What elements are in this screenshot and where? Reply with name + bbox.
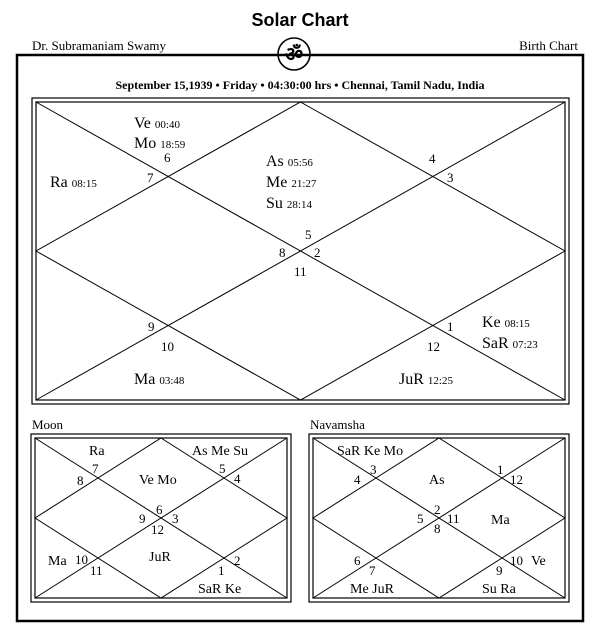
planet-mo: Mo 18:59 (134, 135, 186, 152)
moon-chart-title: Moon (32, 417, 64, 432)
svg-text:ॐ: ॐ (284, 44, 304, 66)
main-house-4: 4 (429, 151, 436, 166)
main-chart (32, 98, 569, 404)
navamsha-chart (309, 434, 569, 602)
moon-planets-left: Ma (48, 554, 67, 569)
nav-house-5: 5 (417, 511, 424, 526)
nav-house-8: 8 (434, 521, 441, 536)
nav-house-12: 12 (510, 472, 523, 487)
main-house-2: 2 (314, 245, 321, 260)
main-house-11: 11 (294, 264, 307, 279)
nav-house-7: 7 (369, 563, 376, 578)
nav-house-1: 1 (497, 462, 504, 477)
planet-as: As 05:56 (266, 153, 313, 170)
nav-planets-right-bottom: Ve (531, 554, 546, 569)
nav-house-11: 11 (447, 511, 460, 526)
moon-house-12: 12 (151, 522, 164, 537)
moon-house-2: 2 (234, 553, 241, 568)
moon-house-9: 9 (139, 511, 146, 526)
main-house-9: 9 (148, 319, 155, 334)
moon-house-5: 5 (219, 461, 226, 476)
moon-planets-bottom-right: SaR Ke (198, 582, 242, 597)
planet-me: Me 21:27 (266, 174, 317, 191)
nav-planets-top-left: SaR Ke Mo (337, 444, 404, 459)
main-house-7: 7 (147, 170, 154, 185)
moon-house-3: 3 (172, 511, 179, 526)
main-house-8: 8 (279, 245, 286, 260)
moon-house-8: 8 (77, 473, 84, 488)
planet-sar: SaR 07:23 (482, 335, 538, 352)
nav-house-3: 3 (370, 462, 377, 477)
nav-house-10: 10 (510, 553, 523, 568)
moon-house-6: 6 (156, 502, 163, 517)
chart-kind-label: Birth Chart (519, 38, 578, 53)
nav-planets-bottom-right: Su Ra (482, 582, 516, 597)
nav-house-6: 6 (354, 553, 361, 568)
planet-ke: Ke 08:15 (482, 314, 530, 331)
nav-planets-center-top: As (429, 473, 445, 488)
main-house-3: 3 (447, 170, 454, 185)
moon-house-4: 4 (234, 471, 241, 486)
planet-ma: Ma 03:48 (134, 371, 185, 388)
nav-house-9: 9 (496, 563, 503, 578)
moon-house-1: 1 (218, 563, 225, 578)
nav-house-2: 2 (434, 502, 441, 517)
moon-planets-center-top: Ve Mo (139, 473, 177, 488)
planet-jur: JuR 12:25 (399, 371, 453, 388)
main-house-1b: 1 (447, 319, 454, 334)
main-house-10: 10 (161, 339, 174, 354)
moon-chart (31, 434, 291, 602)
main-house-12: 12 (427, 339, 440, 354)
moon-house-11: 11 (90, 563, 103, 578)
person-name: Dr. Subramaniam Swamy (32, 38, 166, 53)
chart-title: Solar Chart (251, 10, 349, 30)
planet-ra: Ra 08:15 (50, 174, 97, 191)
planet-ve: Ve 00:40 (134, 115, 180, 132)
moon-house-7: 7 (92, 461, 99, 476)
moon-planets-center-bottom: JuR (149, 550, 171, 565)
moon-planets-top-right: As Me Su (192, 444, 249, 459)
planet-su: Su 28:14 (266, 195, 312, 212)
moon-planets-top-left: Ra (89, 444, 105, 459)
birth-info: September 15,1939 • Friday • 04:30:00 hrs • Chennai, Tamil Nadu, India (115, 78, 485, 92)
moon-house-10: 10 (75, 552, 88, 567)
main-house-6: 6 (164, 150, 171, 165)
navamsha-chart-title: Navamsha (310, 417, 365, 432)
main-house-1: 5 (305, 227, 312, 242)
nav-planets-bottom-left: Me JuR (350, 582, 394, 597)
nav-house-4: 4 (354, 472, 361, 487)
nav-planets-right: Ma (491, 513, 510, 528)
